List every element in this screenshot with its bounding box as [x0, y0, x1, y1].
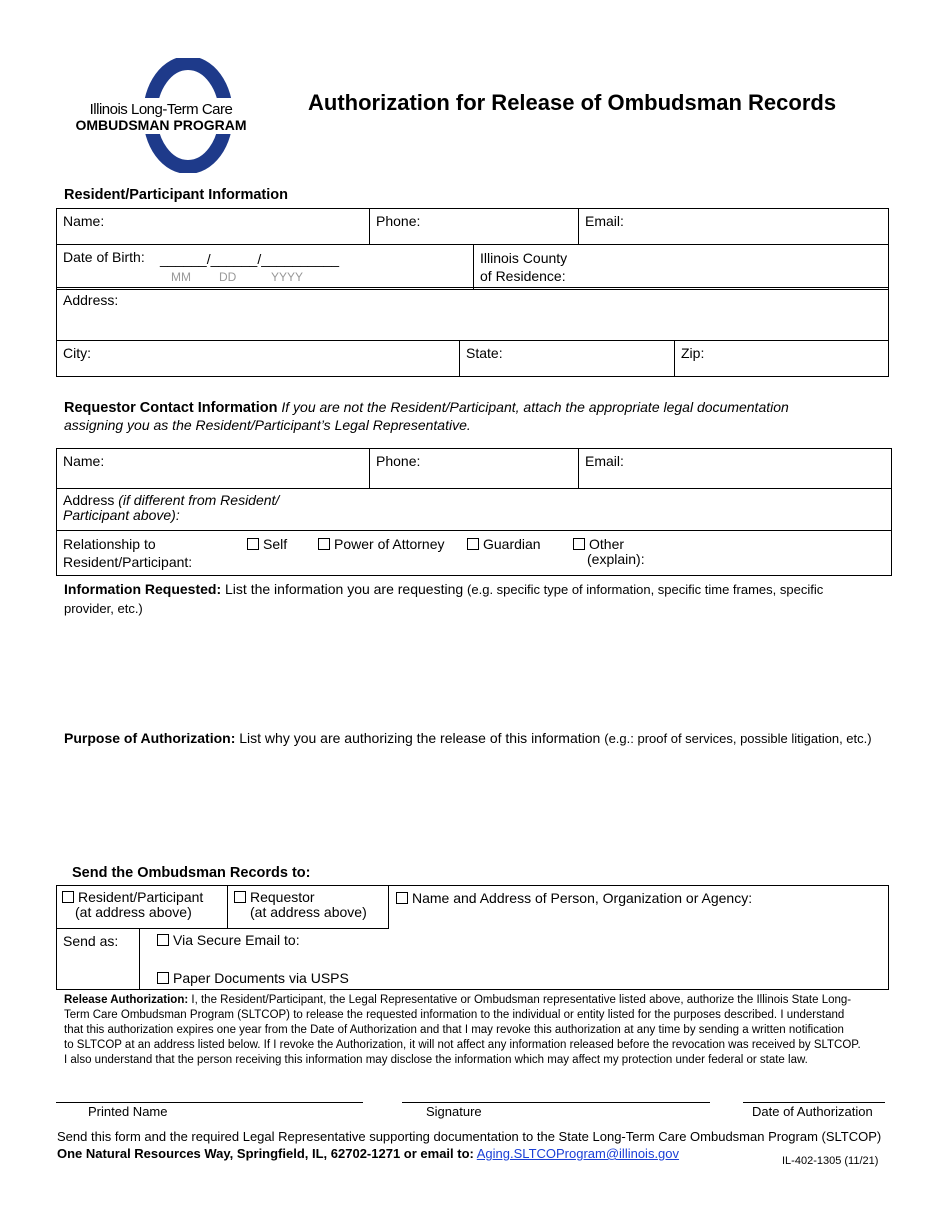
requestor-phone-field[interactable]	[370, 449, 579, 489]
send-paper-option[interactable]	[157, 970, 349, 986]
date-line[interactable]	[743, 1102, 885, 1103]
county-label-line1: Illinois County	[480, 250, 568, 266]
send-requestor-label: Requestor	[250, 889, 315, 905]
info-requested-note2: provider, etc.)	[64, 601, 143, 616]
checkbox-icon	[157, 972, 169, 984]
requestor-address-note2: Participant above):	[63, 507, 180, 523]
checkbox-icon	[247, 538, 259, 550]
info-requested-note1: (e.g. specific type of information, specific time frames, specific	[467, 582, 824, 597]
dob-mm-hint: MM	[171, 270, 191, 284]
purpose-block	[64, 730, 872, 746]
release-label: Release Authorization:	[64, 994, 189, 1006]
send-box	[56, 885, 889, 990]
requestor-name-field[interactable]	[57, 449, 370, 489]
resident-table-row4	[56, 340, 889, 377]
footer-email-link[interactable]: Aging.SLTCOProgram@illinois.gov	[476, 1146, 680, 1161]
purpose-note: (e.g.: proof of services, possible litigation, etc.)	[604, 731, 872, 746]
info-requested-block	[64, 580, 894, 618]
checkbox-icon	[467, 538, 479, 550]
requestor-address-label: Address	[63, 492, 115, 508]
send-section-heading: Send the Ombudsman Records to:	[72, 865, 311, 881]
rel-guardian-label: Guardian	[483, 536, 541, 552]
date-of-authorization-label: Date of Authorization	[752, 1104, 873, 1119]
release-line1: I, the Resident/Participant, the Legal Representative or Ombudsman representative listed above, authorize the Illinois State Long-	[191, 994, 852, 1006]
dob-yyyy-hint: YYYY	[271, 270, 304, 284]
printed-name-label: Printed Name	[88, 1104, 168, 1119]
send-requestor-option[interactable]	[228, 886, 389, 929]
resident-section-heading: Resident/Participant Information	[64, 187, 288, 203]
release-line2: Term Care Ombudsman Program (SLTCOP) to release the requested information to the individual or entity listed for the purposes described. I understand	[64, 1009, 845, 1021]
info-requested-area[interactable]	[64, 622, 889, 722]
resident-state-field[interactable]	[460, 341, 675, 377]
rel-poa-label: Power of Attorney	[334, 536, 445, 552]
requestor-table-row2	[56, 488, 892, 531]
resident-phone-label: Phone:	[376, 213, 421, 229]
relationship-field	[57, 531, 892, 576]
rel-other-explain: (explain):	[587, 551, 645, 567]
checkbox-icon	[318, 538, 330, 550]
send-requestor-note: (at address above)	[250, 904, 367, 920]
release-line3: that this authorization expires one year from the Date of Authorization and that I may revoke this authorization at any time by sending a written notification	[64, 1024, 844, 1036]
dob-label: Date of Birth:	[63, 249, 145, 265]
rel-self-option[interactable]	[247, 535, 287, 553]
release-authorization-text	[64, 993, 884, 1068]
send-resident-label: Resident/Participant	[78, 889, 204, 905]
send-other-label: Name and Address of Person, Organization or Agency:	[412, 890, 753, 906]
purpose-area[interactable]	[64, 752, 889, 852]
resident-county-field[interactable]	[474, 245, 889, 290]
zip-label: Zip:	[681, 345, 705, 361]
purpose-text: List why you are authorizing the release of this information	[239, 730, 601, 746]
requestor-address-field[interactable]	[57, 489, 892, 531]
requestor-table-row3	[56, 530, 892, 576]
purpose-label: Purpose of Authorization:	[64, 730, 236, 746]
send-resident-option[interactable]	[57, 886, 228, 929]
resident-address-field[interactable]	[57, 288, 889, 341]
resident-table-row1	[56, 208, 889, 245]
resident-name-label: Name:	[63, 213, 105, 229]
logo-text-line1: Illinois Long-Term Care	[89, 101, 233, 118]
county-label-line2: of Residence:	[480, 268, 566, 284]
signature-label: Signature	[426, 1104, 482, 1119]
requestor-address-note1: (if different from Resident/	[118, 492, 280, 508]
checkbox-icon	[157, 934, 169, 946]
info-requested-label: Information Requested:	[64, 581, 222, 597]
footer-address-line	[57, 1146, 679, 1161]
release-line5: I also understand that the person receiving this information may disclose the information which may affect my protection under federal or state law.	[64, 1054, 808, 1066]
send-secure-email-label: Via Secure Email to:	[173, 932, 300, 948]
requestor-heading-text: Requestor Contact Information	[64, 400, 278, 416]
checkbox-icon	[234, 891, 246, 903]
send-other-option[interactable]	[396, 890, 752, 906]
requestor-note-line1: If you are not the Resident/Participant, attach the appropriate legal documentation	[281, 399, 789, 415]
send-resident-note: (at address above)	[75, 904, 192, 920]
send-as-cell	[57, 929, 140, 989]
resident-dob-field[interactable]	[57, 245, 474, 290]
rel-guardian-option[interactable]	[467, 535, 541, 553]
requestor-email-field[interactable]	[579, 449, 892, 489]
info-requested-text: List the information you are requesting	[225, 581, 464, 597]
rel-self-label: Self	[263, 536, 288, 552]
resident-city-field[interactable]	[57, 341, 460, 377]
footer-address: One Natural Resources Way, Springfield, IL, 62702-1271 or email to:	[57, 1146, 474, 1161]
requestor-note-line2: assigning you as the Resident/Participant’s Legal Representative.	[64, 417, 471, 433]
requestor-email-label: Email:	[585, 453, 624, 469]
dob-blank-line: ______/______/__________	[160, 251, 340, 267]
send-secure-email-option[interactable]	[157, 932, 300, 948]
resident-email-label: Email:	[585, 213, 624, 229]
resident-zip-field[interactable]	[675, 341, 889, 377]
dob-dd-hint: DD	[219, 270, 237, 284]
footer-instructions: Send this form and the required Legal Representative supporting documentation to the State Long-Term Care Ombudsman Program (SLTCOP)	[57, 1129, 882, 1144]
printed-name-line[interactable]	[56, 1102, 363, 1103]
release-line4: to SLTCOP at an address listed below. If I revoke the Authorization, it will not affect any information released before the revocation was received by SLTCOP.	[64, 1039, 861, 1051]
requestor-table-row1	[56, 448, 892, 489]
resident-address-label: Address:	[63, 292, 119, 308]
state-label: State:	[466, 345, 503, 361]
resident-email-field[interactable]	[579, 209, 889, 245]
resident-name-field[interactable]	[57, 209, 370, 245]
form-id: IL-402-1305 (11/21)	[782, 1155, 879, 1167]
rel-other-label: Other	[589, 536, 625, 552]
requestor-section-heading	[64, 399, 884, 434]
resident-table-row2	[56, 244, 889, 290]
city-label: City:	[63, 345, 91, 361]
resident-phone-field[interactable]	[370, 209, 579, 245]
requestor-phone-label: Phone:	[376, 453, 421, 469]
checkbox-icon	[573, 538, 585, 550]
send-paper-label: Paper Documents via USPS	[173, 970, 349, 986]
form-title: Authorization for Release of Ombudsman Records	[308, 90, 837, 115]
send-as-label: Send as:	[63, 933, 119, 949]
logo-text-line2: OMBUDSMAN PROGRAM	[75, 117, 247, 133]
checkbox-icon	[396, 892, 408, 904]
requestor-name-label: Name:	[63, 453, 105, 469]
relationship-label-line1: Relationship to	[63, 536, 156, 552]
resident-table-row3	[56, 287, 889, 341]
checkbox-icon	[62, 891, 74, 903]
relationship-label-line2: Resident/Participant:	[63, 554, 193, 570]
rel-poa-option[interactable]	[318, 535, 445, 553]
signature-line[interactable]	[402, 1102, 710, 1103]
